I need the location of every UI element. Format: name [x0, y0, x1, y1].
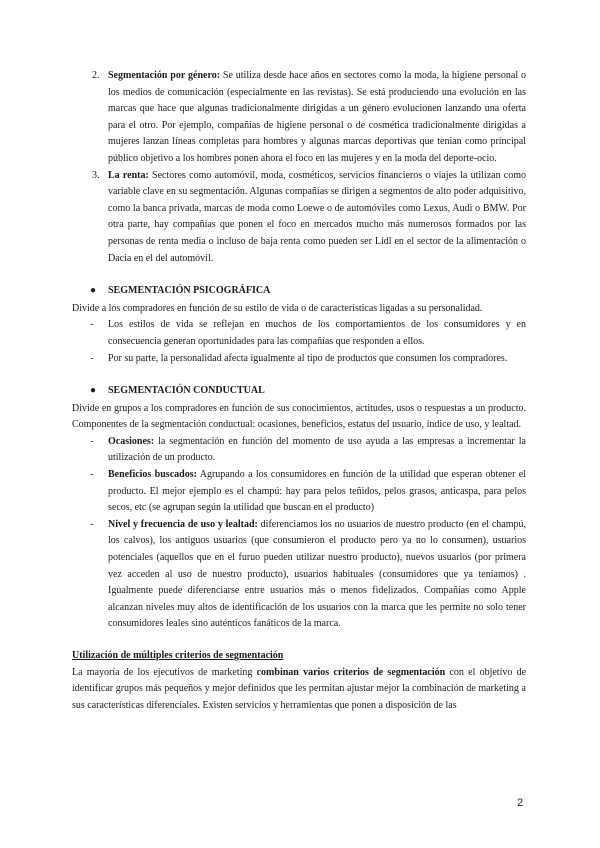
list-item [72, 317, 526, 350]
list-item-title: Nivel y frecuencia de uso y lealtad: [108, 518, 258, 530]
list-item-text: Agrupando a los consumidores en función de la utilidad que esperan obtener el producto. El mejor ejemplo es el champú: hay para pelos teñidos, pelos grasos, anticaspa, para pelos secos, etc (se agrupan según la utilidad que buscan en el producto) [108, 469, 527, 514]
dash-marker: - [90, 518, 94, 530]
section-heading-text: SEGMENTACIÓN CONDUCTUAL [108, 385, 265, 397]
dash-marker: - [90, 319, 94, 331]
list-item-benefits [72, 467, 526, 517]
list-item-income [72, 168, 526, 268]
behavioral-intro: Divide en grupos a los compradores en función de sus conocimientos, actitudes, usos o respuestas a un producto. Componentes de la segmentación conductual: ocasiones, beneficios, estatus del usuario, índice de uso, y lealtad. [72, 402, 526, 431]
list-item-occasions [72, 434, 526, 467]
bullet-icon: ● [90, 285, 97, 297]
list-item [72, 351, 526, 368]
bullet-icon: ● [90, 385, 97, 397]
list-item-text: Los estilos de vida se reflejan en muchos de los comportamientos de los consumidores y en consecuencia generan oportunidades para las compañías que responden a ellos. [108, 319, 526, 347]
list-item-title: Segmentación por género: [108, 70, 221, 81]
multiple-criteria-paragraph [72, 665, 526, 715]
list-item-title: Ocasiones: [108, 435, 155, 447]
segmentation-numbered-list [72, 68, 526, 267]
multiple-criteria-heading: Utilización de múltiples criterios de segmentación [72, 650, 284, 661]
behavioral-list [72, 434, 526, 633]
section-heading-text: SEGMENTACIÓN PSICOGRÁFICA [108, 285, 271, 297]
list-item-gender [72, 68, 526, 168]
page-number: 2 [517, 797, 524, 809]
paragraph-text: La mayoría de los ejecutivos de marketing [72, 666, 253, 678]
list-item-text: diferenciamos los no usuarios de nuestro producto (en el champú, los calvos), los antiguos usuarios (que consumieron el producto pero ya no lo consumen), usuarios potenciales (aquellos que en el furuo pueden utilizar nuestro producto), nuevos usuarios (por primera vez acceden al uso de nuestro producto), usuarios habituales (consumidores que ya teníamos) . Igualmente puede diferenciarse entre usuarios más o menos fidelizados. Compañías como Apple alcanzan niveles muy altos de identificación de los usuarios con la marca que les permite no solo tener consumidores leales sino auténticos fanáticos de la marca. [108, 518, 526, 630]
list-number: 2. [92, 70, 100, 81]
list-item-text: la segmentación en función del momento de uso ayuda a las empresas a incrementar la utilización de un producto. [108, 435, 526, 464]
psychographic-intro: Divide a los compradores en función de su estilo de vida o de características ligadas a su personalidad. [72, 302, 483, 314]
list-item-text: Sectores como automóvil, moda, cosméticos, servicios financieros o viajes la utilizan como variable clave en su segmentación. Algunas compañías se dirigen a segmentos de alto poder adquisitivo, como la banca privada, marcas de moda como Loewe o de automóviles como Lexus, Audi o BMW. Por otra parte, hay compañías que ponen el foco en mercados mucho más numerosos formados por las personas de renta media o incluso de baja renta como pueden ser Lidl en el sector de la alimentación o Dacia en el del automóvil. [108, 169, 527, 264]
list-item-text: Se utiliza desde hace años en sectores como la moda, la higiene personal o los medios de comunicación (especialmente en las revistas). Se está produciendo una evolución en las marcas que hace que algunas tradicionalmente dirigidas a un género evolucionen lanzando una oferta para el otro. Por ejemplo, compañías de higiene personal o de cosmética tradicionalmente dirigidas a mujeres lanzan líneas completas para hombres y algunas marcas deportivas que tenían como principal público objetivo a los hombres ponen ahora el foco en las mujeres y en la moda del deporte-ocio. [108, 70, 526, 164]
list-item-usage-loyalty [72, 517, 526, 633]
psychographic-heading [72, 283, 526, 300]
dash-marker: - [90, 435, 94, 447]
dash-marker: - [90, 469, 94, 481]
psychographic-list [72, 317, 526, 367]
behavioral-heading [72, 383, 526, 400]
dash-marker: - [90, 352, 94, 364]
list-number: 3. [92, 169, 100, 181]
list-item-text: Por su parte, la personalidad afecta igualmente al tipo de productos que consumen los compradores. [108, 352, 508, 364]
list-item-title: La renta: [108, 169, 149, 181]
emphasis-text: combinan varios criterios de segmentación [256, 666, 446, 678]
list-item-title: Beneficios buscados: [108, 469, 197, 481]
page-content [72, 68, 526, 714]
paragraph-text: con el objetivo de identificar grupos más pequeños y mejor definidos que les permitan ajustar mejor la combinación de marketing a sus características diferenciales. Existen servicios y herramientas que ponen a disposición de las [72, 666, 527, 711]
